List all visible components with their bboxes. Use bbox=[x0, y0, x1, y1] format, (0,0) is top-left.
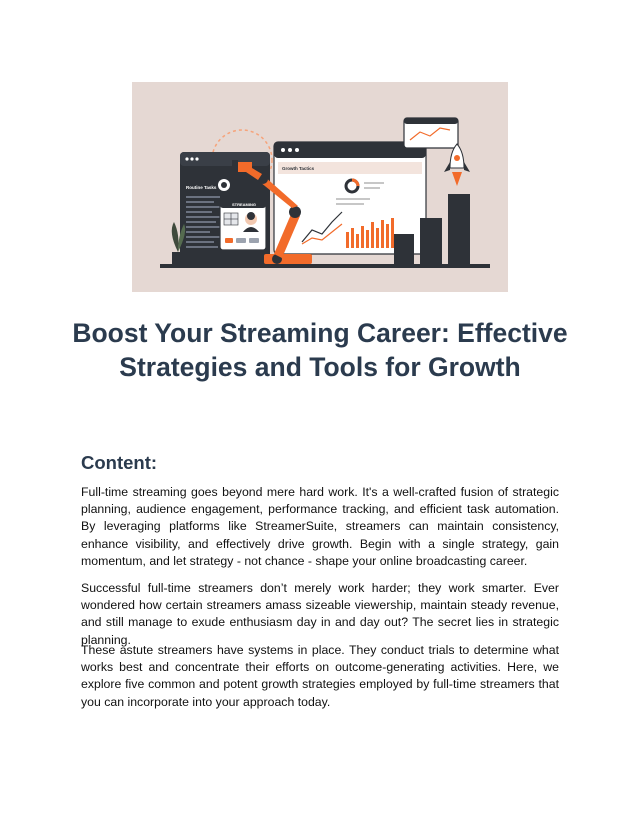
content-heading: Content: bbox=[81, 452, 158, 473]
floor-line bbox=[160, 264, 490, 268]
paragraph: These astute streamers have systems in place. They conduct trials to determine what works best and concentrate their efforts on outcome-generating activities. Here, we explore five common and potent growth strategies employed by full-time streamers that you can incorporate into your approach today. bbox=[81, 643, 559, 709]
mini-chart-card bbox=[404, 118, 458, 148]
hero-illustration bbox=[132, 82, 508, 292]
paragraph: Successful full-time streamers don’t merely work harder; they work smarter. Ever wondered how certain streamers amass sizeable viewership, maintain steady revenue, and still manage to exude enthusiasm day in and day out? The secret lies in strategic planning. bbox=[81, 581, 559, 647]
streaming-badge: STREAMING bbox=[232, 202, 256, 207]
paragraph: Full-time streaming goes beyond mere hard work. It's a well-crafted fusion of strategic planning, audience engagement, performance tracking, and efficient task automation. By leveraging platforms like StreamerSuite, streamers can maintain consistency, enhance visibility, and effectively drive growth. Begin with a single strategy, gain momentum, and let strategy - not chance - shape your online broadcasting career. bbox=[81, 485, 559, 568]
growth-tactics-label: Growth Tactics bbox=[282, 166, 315, 171]
routine-tasks-label: Routine Tasks bbox=[186, 185, 217, 190]
streaming-card bbox=[220, 200, 266, 250]
rocket-icon bbox=[444, 144, 470, 186]
page-title: Boost Your Streaming Career: Effective Strategies and Tools for Growth bbox=[72, 318, 568, 382]
